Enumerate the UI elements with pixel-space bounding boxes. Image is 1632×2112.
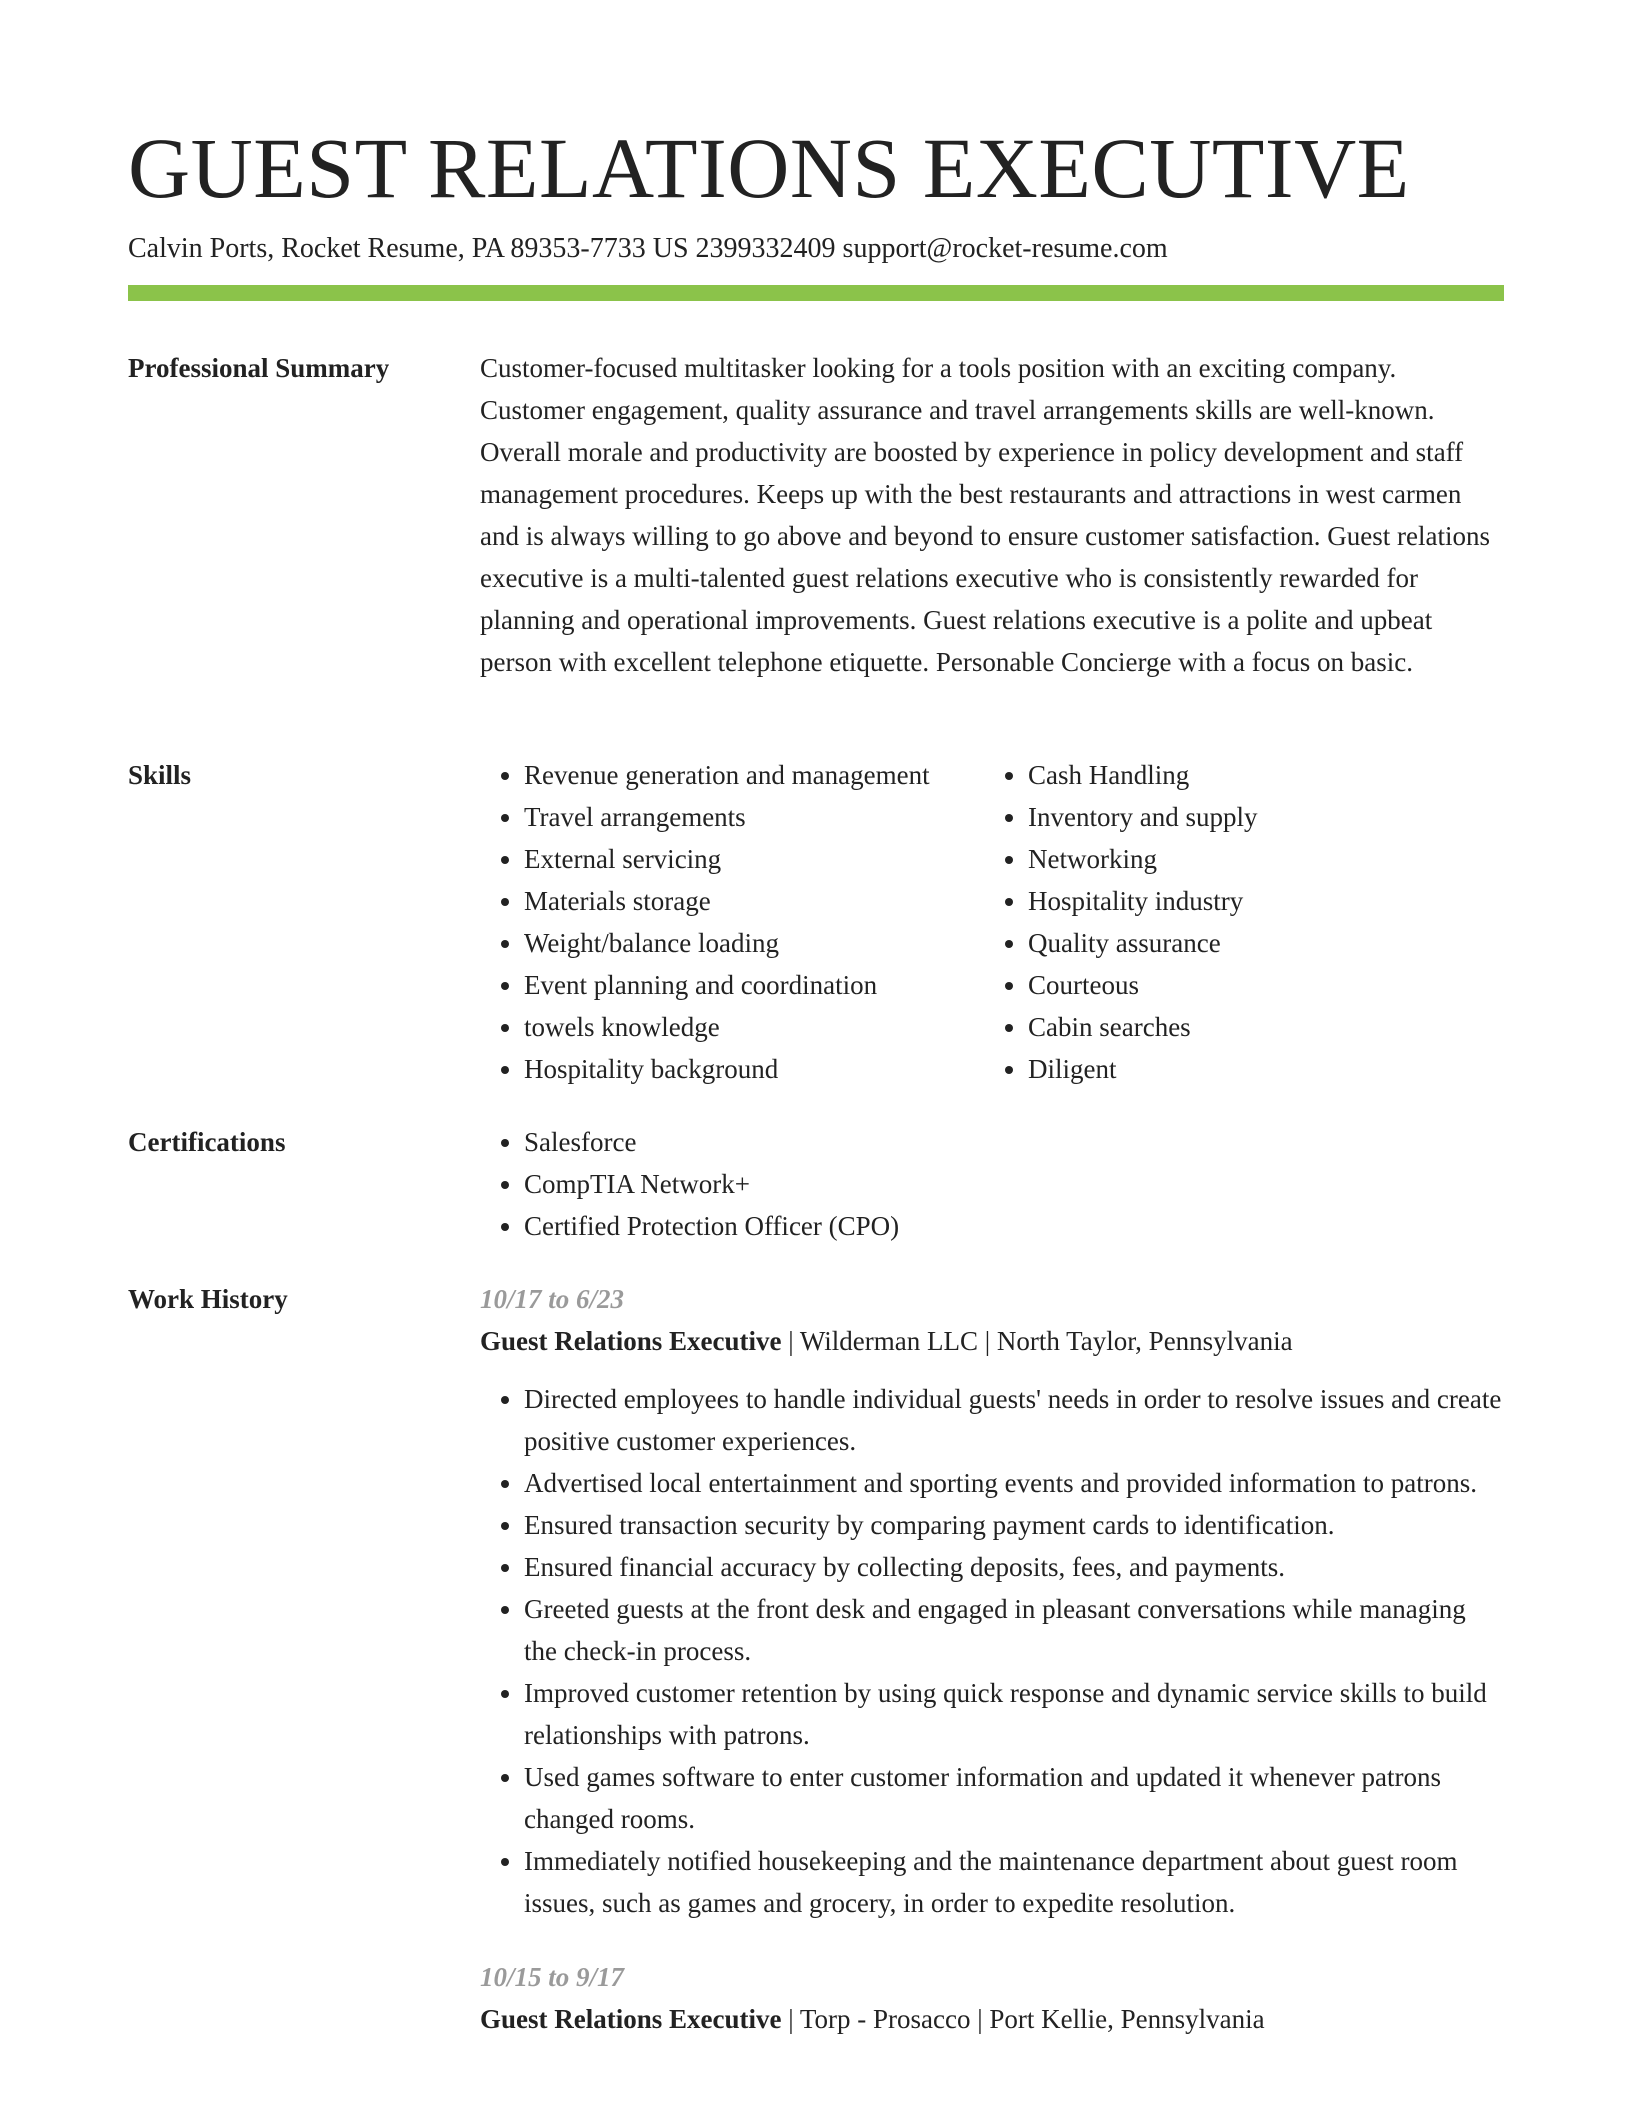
- job-heading: [480, 1998, 1504, 2040]
- skill-item: • Revenue generation and management: [524, 754, 984, 796]
- job-title: Guest Relations Executive: [480, 1326, 782, 1356]
- job-duty-item: • Used games software to enter customer information and updated it whenever patrons changed rooms.: [524, 1756, 1504, 1840]
- resume-title: GUEST RELATIONS EXECUTIVE: [128, 120, 1410, 216]
- work-history-body: [480, 1278, 1504, 2072]
- skill-item: • Hospitality background: [524, 1048, 984, 1090]
- job-dates: 10/15 to 9/17: [480, 1962, 625, 1992]
- summary-text: Customer-focused multitasker looking for a tools position with an exciting company. Customer engagement, quality assurance and travel arrangements skills are well-known. Overall morale and productivity are boosted by experience in policy development and staff management procedures. Keeps up with the best restaurants and attractions in west carmen and is always willing to go above and beyond to ensure customer satisfaction. Guest relations executive is a multi-talented guest relations executive who is consistently rewarded for planning and operational improvements. Guest relations executive is a polite and upbeat person with excellent telephone etiquette. Personable Concierge with a focus on basic.: [480, 353, 1491, 677]
- skills-column-right: [984, 754, 1488, 1090]
- summary-body: [480, 347, 1504, 683]
- job-employer-location: | Wilderman LLC | North Taylor, Pennsylvania: [781, 1326, 1293, 1356]
- job-duties-list: [480, 1378, 1504, 1924]
- certifications-list: [480, 1121, 1504, 1247]
- work-history-heading: Work History: [128, 1284, 288, 1314]
- job-duty-item: • Immediately notified housekeeping and the maintenance department about guest room issues, such as games and grocery, in order to expedite resolution.: [524, 1840, 1504, 1924]
- certification-item: • Salesforce: [524, 1121, 1504, 1163]
- skill-item: • Networking: [1028, 838, 1488, 880]
- job-title: Guest Relations Executive: [480, 2004, 782, 2034]
- skill-item: • Quality assurance: [1028, 922, 1488, 964]
- job-duty-item: • Greeted guests at the front desk and engaged in pleasant conversations while managing the check-in process.: [524, 1588, 1504, 1672]
- skill-item: • Diligent: [1028, 1048, 1488, 1090]
- job-duty-item: • Ensured financial accuracy by collecting deposits, fees, and payments.: [524, 1546, 1504, 1588]
- job-heading: [480, 1320, 1504, 1362]
- job-entry: [480, 1956, 1504, 2040]
- skill-item: • Cabin searches: [1028, 1006, 1488, 1048]
- skill-item: • Inventory and supply: [1028, 796, 1488, 838]
- job-duty-item: • Ensured transaction security by comparing payment cards to identification.: [524, 1504, 1504, 1546]
- skill-item: • Cash Handling: [1028, 754, 1488, 796]
- skill-item: • Materials storage: [524, 880, 984, 922]
- job-dates: 10/17 to 6/23: [480, 1284, 625, 1314]
- skill-item: • Hospitality industry: [1028, 880, 1488, 922]
- skills-column-left: [480, 754, 984, 1090]
- header-divider: [128, 285, 1504, 301]
- skill-item: • Courteous: [1028, 964, 1488, 1006]
- contact-line: Calvin Ports, Rocket Resume, PA 89353-7733 US 2399332409 support@rocket-resume.com: [128, 233, 1168, 264]
- skills-list-left: [480, 754, 984, 1090]
- skill-item: • Event planning and coordination: [524, 964, 984, 1006]
- skill-item: • External servicing: [524, 838, 984, 880]
- summary-heading: Professional Summary: [128, 353, 390, 383]
- certifications-body: [480, 1121, 1504, 1247]
- job-duty-item: • Improved customer retention by using quick response and dynamic service skills to build relationships with patrons.: [524, 1672, 1504, 1756]
- skill-item: • Weight/balance loading: [524, 922, 984, 964]
- job-entry: [480, 1278, 1504, 1924]
- skill-item: • Travel arrangements: [524, 796, 984, 838]
- job-duty-item: • Advertised local entertainment and sporting events and provided information to patrons.: [524, 1462, 1504, 1504]
- skills-list-right: [984, 754, 1488, 1090]
- certification-item: • Certified Protection Officer (CPO): [524, 1205, 1504, 1247]
- skill-item: • towels knowledge: [524, 1006, 984, 1048]
- job-employer-location: | Torp - Prosacco | Port Kellie, Pennsylvania: [781, 2004, 1265, 2034]
- certifications-heading: Certifications: [128, 1127, 286, 1157]
- job-duty-item: • Directed employees to handle individual guests' needs in order to resolve issues and create positive customer experiences.: [524, 1378, 1504, 1462]
- skills-body: [480, 754, 1504, 1090]
- skills-heading: Skills: [128, 760, 192, 790]
- certification-item: • CompTIA Network+: [524, 1163, 1504, 1205]
